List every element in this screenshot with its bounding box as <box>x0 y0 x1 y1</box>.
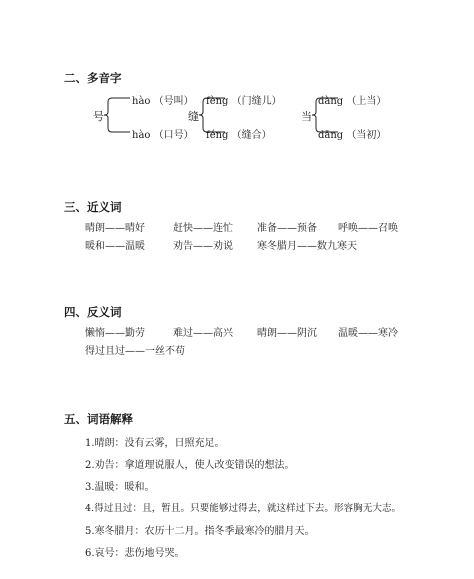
word-pair: 懒惰——勤劳 <box>85 328 145 339</box>
word-pair: 晴朗——晴好 <box>85 223 145 234</box>
word-pair: 温暖——寒冷 <box>338 328 398 339</box>
word-pair: 暖和——温暖 <box>85 241 145 252</box>
pinyin-reading: dàng （上当） <box>318 96 387 107</box>
word-pair: 晴朗——阴沉 <box>257 328 317 339</box>
word-pair: 呼唤——召唤 <box>338 223 398 234</box>
polyphonic-char: 缝 <box>188 110 199 123</box>
section-heading-definitions: 五、词语解释 <box>64 412 133 426</box>
definition-item: 5.寒冬腊月：农历十二月。指冬季最寒冷的腊月天。 <box>85 526 315 537</box>
section-heading-synonyms: 三、近义词 <box>64 200 122 214</box>
word-pair: 得过且过——一丝不苟 <box>85 346 185 357</box>
brace-icon <box>102 92 132 138</box>
definition-item: 1.晴朗：没有云雾，日照充足。 <box>85 438 225 449</box>
word-pair: 准备——预备 <box>257 223 317 234</box>
pinyin-reading: dāng （当初） <box>318 130 387 141</box>
word-pair: 赶快——连忙 <box>173 223 233 234</box>
pinyin-reading: hào （号叫） <box>132 96 194 107</box>
pinyin-reading: féng （缝合） <box>206 130 272 141</box>
definition-item: 3.温暖：暖和。 <box>85 482 155 493</box>
pinyin-reading: hào （口号） <box>132 130 194 141</box>
word-pair: 难过——高兴 <box>173 328 233 339</box>
definition-item: 2.劝告：拿道理说服人，使人改变错误的想法。 <box>85 460 295 471</box>
pinyin-reading: fèng （门缝儿） <box>206 96 282 107</box>
section-heading-polyphonic: 二、多音字 <box>64 71 122 85</box>
polyphonic-char: 号 <box>93 110 104 123</box>
word-pair: 寒冬腊月——数九寒天 <box>257 241 357 252</box>
polyphonic-char: 当 <box>301 110 312 123</box>
definition-item: 4.得过且过：且，暂且。只要能够过得去，就这样过下去。形容胸无大志。 <box>85 503 402 514</box>
word-pair: 劝告——劝说 <box>173 241 233 252</box>
definition-item: 6.哀号：悲伤地号哭。 <box>85 548 185 559</box>
section-heading-antonyms: 四、反义词 <box>64 305 122 319</box>
